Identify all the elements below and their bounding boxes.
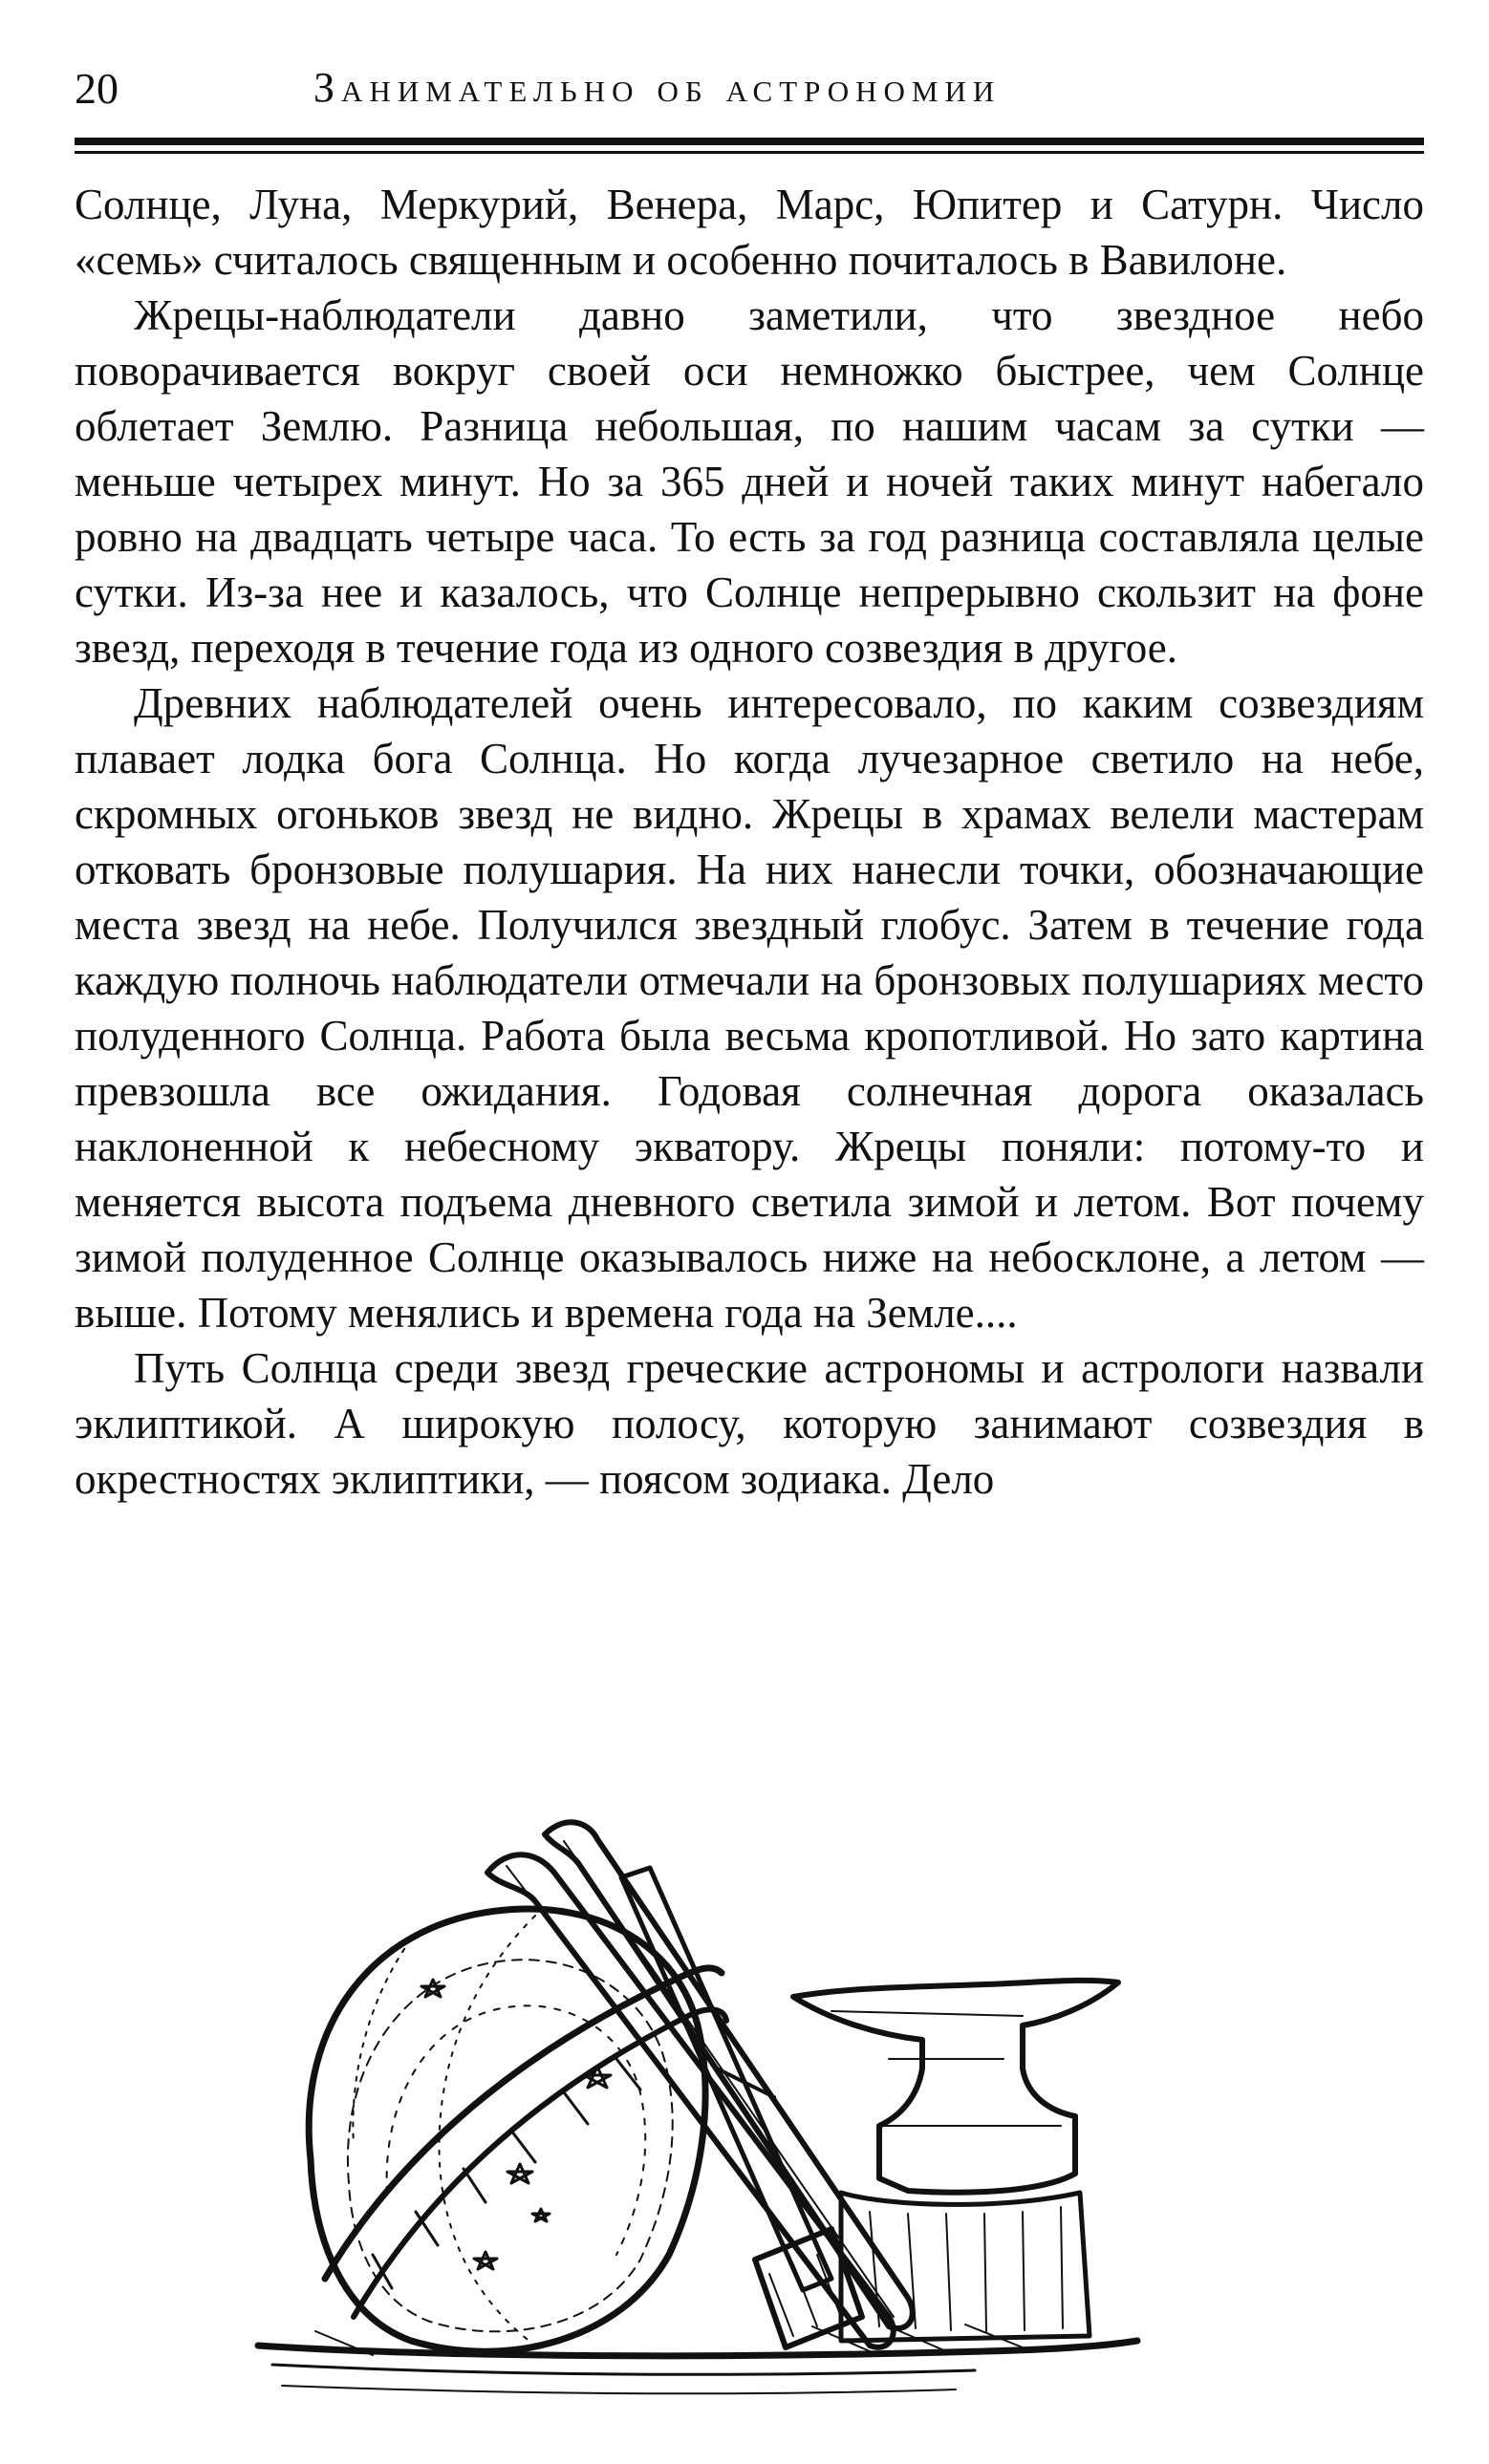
paragraph-ecliptic: Путь Солнца среди звезд греческие астрономы и астрологи назвали эклиптикой. А широкую полосу, которую занимают созвездия в окрестностях эклиптики, — поясом зодиака. Дело bbox=[75, 1344, 1424, 1503]
paragraph-continued: Солнце, Луна, Меркурий, Венера, Марс, Юпитер и Сатурн. Число «семь» считалось священным и особенно почиталось в Вавилоне. bbox=[75, 181, 1424, 284]
tongs bbox=[487, 1822, 913, 2347]
body-text bbox=[75, 177, 1424, 1507]
bronze-hemisphere bbox=[309, 1909, 705, 2351]
page-number: 20 bbox=[75, 64, 119, 113]
paragraph-bronze-globe: Древних наблюдателей очень интересовало, по каким созвездиям плавает лодка бога Солнца. Но когда лучезарное светило на небе, скромных огоньков звезд не видно. Жрецы в храмах велели мастерам отковать бронзовые полушария. На них нанесли точки, обозначающие места звезд на небе. Получился звездный глобус. Затем в течение года каждую полночь наблюдатели отмечали на бронзовых полушариях место полуденного Солнца. Работа была весьма кропотливой. Но зато картина превзошла все ожидания. Годовая солнечная дорога оказалась наклоненной к небесному экватору. Жрецы поняли: потому-то и меняется высота подъема дневного светила зимой и летом. Вот почему зимой полуденное Солнце оказывалось ниже на небосклоне, а летом — выше. Потому менялись и времена года на Земле.... bbox=[75, 679, 1424, 1337]
running-head bbox=[75, 48, 1422, 134]
anvil bbox=[793, 1981, 1118, 2341]
header-rule-thin bbox=[75, 151, 1424, 154]
ground-hatching bbox=[258, 2325, 1137, 2393]
book-page bbox=[75, 48, 1424, 1503]
running-title: Занимательно об астрономии bbox=[313, 64, 1002, 111]
header-rule-thick bbox=[75, 138, 1424, 145]
paragraph-sidereal-day: Жрецы-наблюдатели давно заметили, что звездное небо поворачивается вокруг своей оси немножко быстрее, чем Солнце облетает Землю. Разница небольшая, по нашим часам за сутки — меньше четырех минут. Но за 365 дней и ночей таких минут набегало ровно на двадцать четыре часа. То есть за год разница составляла целые сутки. Из-за нее и казалось, что Солнце непрерывно скользит на фоне звезд, переходя в течение года из одного созвездия в другое. bbox=[75, 291, 1424, 672]
bronze-globe-illustration bbox=[220, 1782, 1195, 2403]
